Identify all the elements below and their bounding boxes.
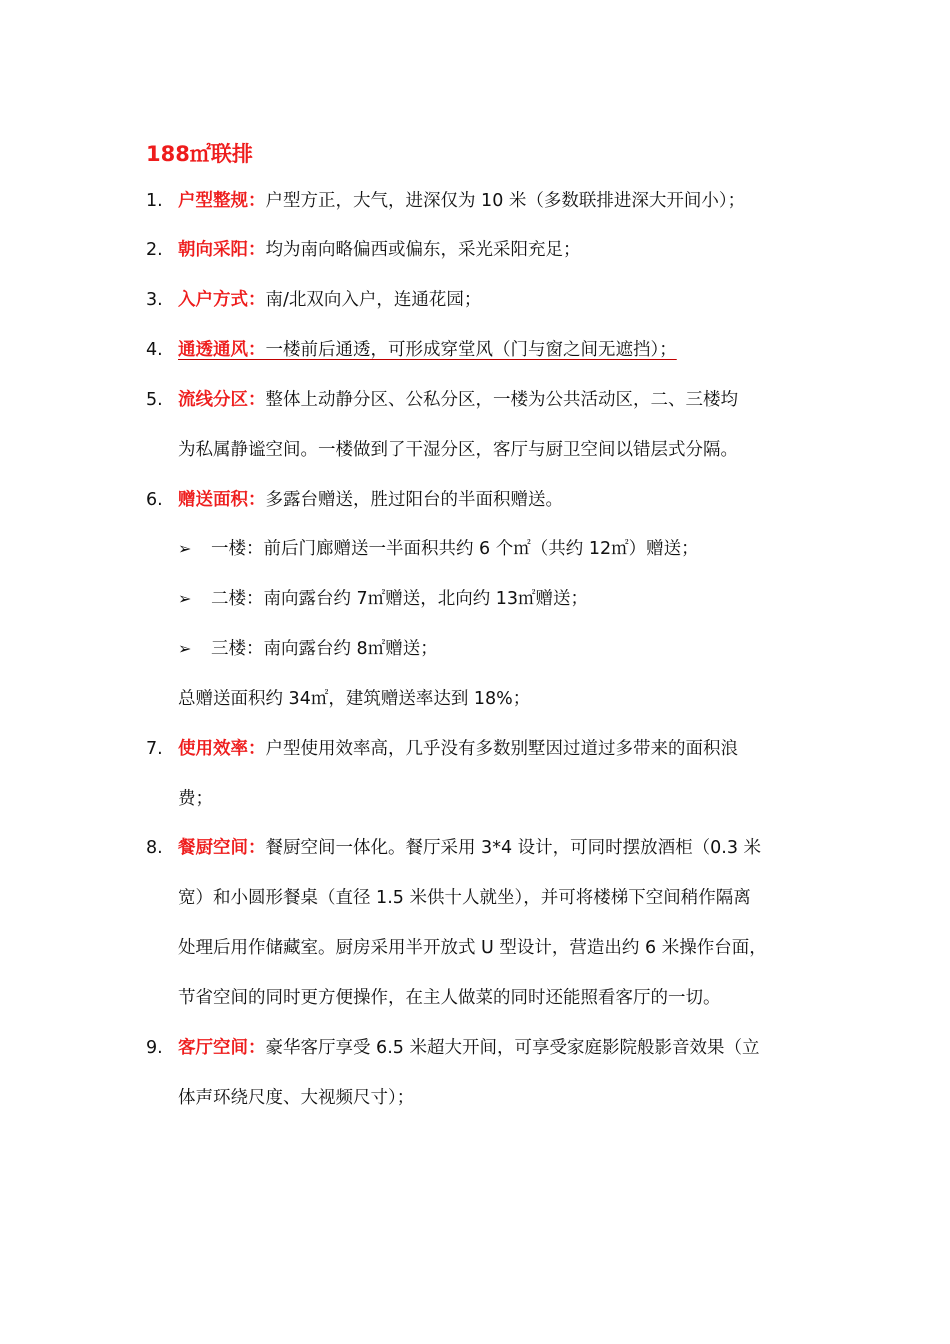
item-colon: ： [248,191,266,211]
list-item [178,1036,759,1060]
item-continuation: 体声环绕尺度、大视频尺寸）； [178,1088,415,1108]
item-text: 整体上动静分区、公私分区，一楼为公共活动区，二、三楼均 [265,390,738,410]
summary-text: 总赠送面积约 34㎡，建筑赠送率达到 18%； [178,689,531,709]
item-text: 南/北双向入户，连通花园； [265,290,482,310]
item-keyword: 客厅空间 [178,1038,248,1058]
item-number: 3. [146,290,163,310]
item-continuation: 费； [178,789,213,809]
item-number: 7. [146,739,163,759]
arrow-bullet-icon: ➢ [178,539,192,558]
item-number: 1. [146,191,163,211]
item-continuation: 节省空间的同时更方便操作，在主人做菜的同时还能照看客厅的一切。 [178,988,721,1008]
item-text: 豪华客厅享受 6.5 米超大开间，可享受家庭影院般影音效果（立 [265,1038,760,1058]
item-keyword: 朝向采阳 [178,240,248,260]
item-keyword: 户型整规 [178,191,248,211]
item-colon: ： [248,739,266,759]
item-colon: ： [248,490,266,510]
item-number: 6. [146,490,163,510]
bullet-item: 一楼：前后门廊赠送一半面积共约 6 个㎡（共约 12㎡）赠送； [211,539,699,559]
list-item [178,737,738,761]
list-item [178,189,745,213]
list-item [178,836,761,860]
item-text: 多露台赠送，胜过阳台的半面积赠送。 [265,490,563,510]
item-text: 餐厨空间一体化。餐厅采用 3*4 设计，可同时摆放酒柜（0.3 米 [265,838,762,858]
list-item [178,238,581,262]
item-keyword: 入户方式 [178,290,248,310]
item-colon: ： [248,340,266,360]
arrow-bullet-icon: ➢ [178,589,192,608]
item-continuation: 为私属静谧空间。一楼做到了干湿分区，客厅与厨卫空间以错层式分隔。 [178,440,738,460]
item-text: 户型方正，大气，进深仅为 10 米（多数联排进深大开间小）； [265,191,746,211]
item-colon: ： [248,290,266,310]
item-text: 一楼前后通透，可形成穿堂风（门与窗之间无遮挡）； [265,340,677,360]
item-text: 户型使用效率高，几乎没有多数别墅因过道过多带来的面积浪 [265,739,738,759]
item-colon: ： [248,838,266,858]
item-colon: ： [248,240,266,260]
item-keyword: 餐厨空间 [178,838,248,858]
item-colon: ： [248,1038,266,1058]
item-keyword: 使用效率 [178,739,248,759]
item-keyword: 流线分区 [178,390,248,410]
list-item [178,388,738,412]
item-keyword: 赠送面积 [178,490,248,510]
bullet-item: 三楼：南向露台约 8㎡赠送； [211,639,438,659]
page-title: 188㎡联排 [146,142,253,166]
item-text: 均为南向略偏西或偏东，采光采阳充足； [265,240,581,260]
item-number: 8. [146,838,163,858]
list-item [178,288,481,312]
list-item [178,338,677,362]
item-continuation: 宽）和小圆形餐桌（直径 1.5 米供十人就坐），并可将楼梯下空间稍作隔离 [178,888,751,908]
bullet-item: 二楼：南向露台约 7㎡赠送，北向约 13㎡赠送； [211,589,589,609]
arrow-bullet-icon: ➢ [178,639,192,658]
item-number: 5. [146,390,163,410]
item-keyword: 通透通风 [178,340,248,360]
list-item [178,488,563,512]
item-colon: ： [248,390,266,410]
item-number: 4. [146,340,163,360]
item-number: 9. [146,1038,163,1058]
item-number: 2. [146,240,163,260]
item-continuation: 处理后用作储藏室。厨房采用半开放式 U 型设计，营造出约 6 米操作台面， [178,938,767,958]
